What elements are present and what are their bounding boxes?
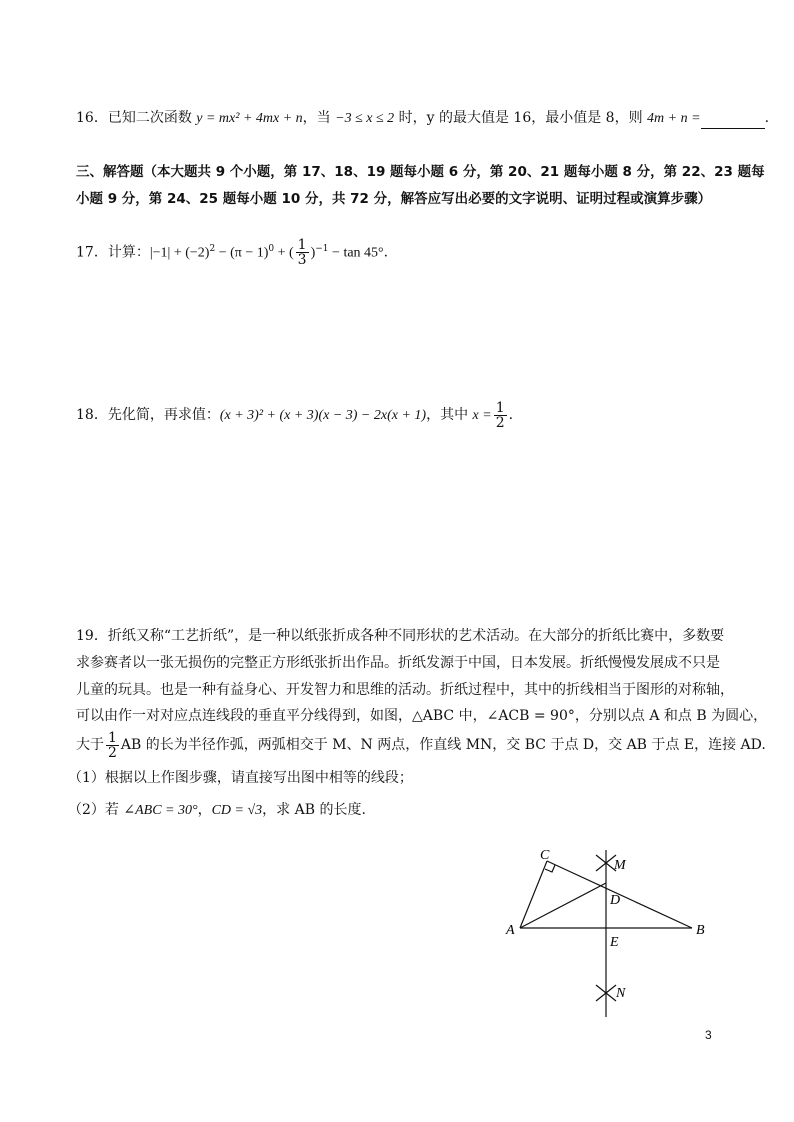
label-a: A [506, 923, 515, 938]
q16-range: −3 ≤ x ≤ 2 [335, 111, 395, 126]
q19-sub2-cd: CD = √3 [211, 803, 263, 818]
question-18 [76, 398, 513, 432]
q18-prefix: 18．先化简，再求值： [76, 407, 220, 423]
q17-prefix: 17．计算： [76, 244, 150, 261]
q16-expression: 4m + n = [647, 111, 701, 126]
label-e: E [610, 935, 619, 950]
question-19-line3: 儿童的玩具。也是一种有益身心、开发智力和思维的活动。折纸过程中，其中的折线相当于图形的对称轴， [76, 682, 734, 698]
q19-line5-rest: AB 的长为半径作弧，两弧相交于 M、N 两点，作直线 MN，交 BC 于点 D，交 AB 于点 E，连接 AD. [120, 737, 766, 753]
q16-answer-blank[interactable] [701, 114, 765, 129]
label-b: B [696, 923, 705, 938]
triangle-figure [500, 845, 720, 1025]
q19-fraction-numerator: 1 [108, 729, 117, 746]
q19-line5-prefix: 大于 [76, 737, 104, 753]
page-number: 3 [705, 1028, 712, 1042]
q16-prefix: 16．已知二次函数 [76, 110, 197, 126]
q17-part3: + ( [274, 245, 294, 261]
question-19-line4: 可以由作一对对应点连线段的垂直平分线得到，如图，△ABC 中，∠ACB = 90°，分别以点 A 和点 B 为圆心， [76, 708, 768, 724]
q18-end: . [508, 407, 514, 423]
q17-fraction-denominator: 3 [297, 252, 307, 269]
q18-variable: x = [472, 408, 492, 423]
q19-fraction [106, 731, 119, 760]
q17-part1: |−1| + (−2) [149, 245, 210, 261]
q19-fraction-denominator: 2 [108, 744, 117, 761]
q19-sub2-mid: ， [197, 802, 212, 818]
label-d: D [610, 893, 621, 908]
q17-part5: − tan 45° [328, 245, 384, 261]
q17-part2: − (π − 1) [215, 245, 269, 261]
q17-part4: ) [310, 245, 316, 261]
q16-function: y = mx² + 4mx + n [196, 111, 303, 126]
q19-sub2-prefix: （2）若 [68, 802, 124, 818]
q19-sub2-angle: ∠ABC = 30° [123, 803, 198, 818]
label-n: N [616, 986, 626, 1001]
segment-ad [520, 883, 606, 928]
label-m: M [614, 858, 626, 873]
question-19-line1: 19．折纸又称“工艺折纸”，是一种以纸张折成各种不同形状的艺术活动。在大部分的折纸比赛中，多数要 [76, 628, 725, 644]
question-19-line5 [76, 728, 766, 762]
q17-exponent-0: 0 [268, 244, 275, 254]
q17-fraction-numerator: 1 [297, 237, 307, 254]
segment-ac [520, 861, 547, 928]
q17-end: . [383, 244, 389, 261]
question-17 [76, 234, 389, 269]
q17-fraction [296, 238, 309, 267]
question-19-sub1: （1）根据以上作图步骤，请直接写出图中相等的线段； [68, 770, 413, 786]
q16-mid: ，当 [302, 110, 336, 126]
question-19-line2: 求参赛者以一张无损伤的完整正方形纸张折出作品。折纸发源于中国，日本发展。折纸慢慢发展成不只是 [76, 655, 720, 671]
q16-rest: 时，y 的最大值是 16，最小值是 8，则 [394, 110, 648, 126]
q18-fraction-numerator: 1 [495, 399, 505, 416]
q19-sub2-rest: ，求 AB 的长度. [262, 802, 366, 818]
q18-fraction-denominator: 2 [495, 414, 505, 431]
right-angle-marker [545, 865, 555, 872]
section-3-header-line1: 三、解答题（本大题共 9 个小题，第 17、18、19 题每小题 6 分，第 20、21 题每小题 8 分，第 22、23 题每 [76, 164, 765, 180]
question-19-sub2 [68, 800, 366, 821]
q18-expression: (x + 3)² + (x + 3)(x − 3) − 2x(x + 1) [219, 408, 427, 423]
q17-exponent-2: 2 [209, 244, 216, 254]
section-3-header-line2: 小题 9 分，第 24、25 题每小题 10 分，共 72 分，解答应写出必要的文字说明、证明过程或演算步骤） [76, 191, 712, 207]
question-16 [76, 108, 769, 129]
q16-end: . [764, 110, 770, 126]
label-c: C [540, 848, 550, 863]
q18-mid: ，其中 [426, 407, 473, 423]
q17-exponent-neg1: −1 [315, 244, 329, 254]
q18-fraction [494, 401, 507, 430]
